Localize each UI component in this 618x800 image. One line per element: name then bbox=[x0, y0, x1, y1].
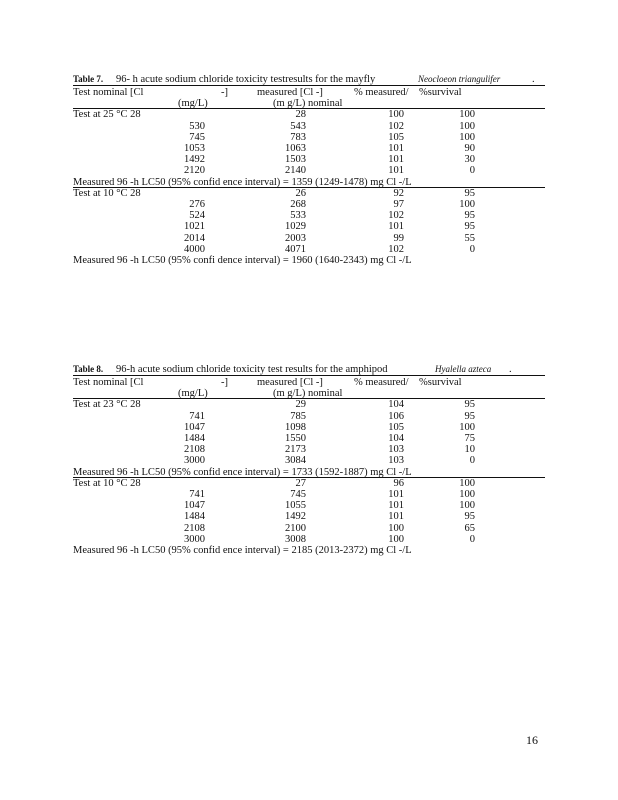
header-pct-measured: % measured/ bbox=[354, 377, 409, 388]
caption-end: . bbox=[509, 364, 512, 375]
cell-measured: 2140 bbox=[285, 165, 306, 177]
caption-rule bbox=[73, 375, 545, 376]
header-test-nominal: Test nominal [Cl bbox=[73, 377, 144, 388]
cell-survival: 0 bbox=[469, 243, 475, 255]
cell-nominal: 741 bbox=[189, 489, 205, 500]
table-row bbox=[73, 489, 545, 500]
cell-pct-measured: 102 bbox=[388, 243, 404, 255]
cell-survival: 75 bbox=[464, 433, 475, 444]
page-number: 16 bbox=[526, 733, 538, 747]
table-row bbox=[73, 210, 545, 221]
cell-nominal: 2108 bbox=[184, 444, 205, 456]
cell-nominal: 745 bbox=[189, 131, 205, 143]
table-row bbox=[73, 154, 545, 165]
table-row bbox=[73, 143, 545, 154]
lc50-row bbox=[73, 255, 545, 266]
table-row bbox=[73, 233, 545, 244]
cell-measured: 2173 bbox=[285, 444, 306, 456]
header-measured: measured [Cl -] bbox=[257, 377, 323, 388]
cell-pct-measured: 103 bbox=[388, 455, 404, 467]
table-row bbox=[73, 523, 545, 534]
cell-nominal: 2014 bbox=[184, 232, 205, 244]
cell-measured: 28 bbox=[295, 109, 306, 121]
header-pct-measured: % measured/ bbox=[354, 87, 409, 98]
header-cl-minus: -] bbox=[221, 377, 228, 388]
cell-pct-measured: 102 bbox=[388, 210, 404, 222]
cell-survival: 95 bbox=[464, 511, 475, 523]
cell-survival: 0 bbox=[469, 165, 475, 177]
table-row bbox=[73, 511, 545, 522]
cell-pct-measured: 102 bbox=[388, 120, 404, 132]
cell-nominal: 276 bbox=[189, 199, 205, 210]
header-unit-measured: (m g/L) nominal bbox=[273, 98, 343, 110]
cell-pct-measured: 101 bbox=[388, 221, 404, 233]
table-row bbox=[73, 244, 545, 255]
cell-nominal: 1484 bbox=[184, 433, 205, 444]
header-cl-minus: -] bbox=[221, 87, 228, 98]
cell-survival: 100 bbox=[459, 120, 475, 132]
cell-measured: 3084 bbox=[285, 455, 306, 467]
lc50-text: Measured 96 -h LC50 (95% confid ence interval) = 2185 (2013-2372) mg Cl -/L bbox=[73, 545, 412, 556]
table-7 bbox=[73, 74, 545, 266]
caption-label: Table 8. bbox=[73, 364, 104, 374]
cell-survival: 55 bbox=[464, 232, 475, 244]
cell-measured: 745 bbox=[290, 489, 306, 500]
cell-nominal: 1047 bbox=[184, 500, 205, 512]
table-row bbox=[73, 411, 545, 422]
cell-survival: 100 bbox=[459, 421, 475, 433]
table-row bbox=[73, 433, 545, 444]
cell-pct-measured: 105 bbox=[388, 131, 404, 143]
cell-nominal: 2120 bbox=[184, 165, 205, 177]
group-label: Test at 10 °C 28 bbox=[73, 187, 141, 199]
table-row bbox=[73, 478, 545, 489]
cell-survival: 95 bbox=[464, 221, 475, 233]
header-survival: %survival bbox=[419, 377, 462, 388]
cell-survival: 100 bbox=[459, 109, 475, 121]
header-unit-nominal: (mg/L) bbox=[178, 98, 208, 110]
cell-survival: 100 bbox=[459, 500, 475, 512]
lc50-row bbox=[73, 545, 545, 556]
cell-pct-measured: 100 bbox=[388, 533, 404, 545]
cell-measured: 1063 bbox=[285, 143, 306, 154]
cell-pct-measured: 96 bbox=[393, 477, 404, 489]
cell-nominal: 1492 bbox=[184, 154, 205, 166]
cell-nominal: 741 bbox=[189, 410, 205, 422]
lc50-text: Measured 96 -h LC50 (95% confid ence interval) = 1733 (1592-1887) mg Cl -/L bbox=[73, 466, 412, 478]
cell-measured: 3008 bbox=[285, 533, 306, 545]
cell-measured: 2003 bbox=[285, 232, 306, 244]
cell-measured: 26 bbox=[295, 187, 306, 199]
cell-pct-measured: 101 bbox=[388, 143, 404, 154]
cell-survival: 100 bbox=[459, 489, 475, 500]
cell-measured: 785 bbox=[290, 410, 306, 422]
table-row bbox=[73, 455, 545, 466]
cell-pct-measured: 99 bbox=[393, 232, 404, 244]
caption-label: Table 7. bbox=[73, 74, 104, 84]
cell-survival: 10 bbox=[464, 444, 475, 456]
cell-pct-measured: 97 bbox=[393, 199, 404, 210]
cell-survival: 95 bbox=[464, 210, 475, 222]
table-row bbox=[73, 444, 545, 455]
header-row bbox=[73, 87, 545, 98]
cell-pct-measured: 101 bbox=[388, 511, 404, 523]
cell-nominal: 1047 bbox=[184, 421, 205, 433]
table-row bbox=[73, 221, 545, 232]
cell-nominal: 4000 bbox=[184, 243, 205, 255]
cell-measured: 4071 bbox=[285, 243, 306, 255]
cell-pct-measured: 106 bbox=[388, 410, 404, 422]
cell-survival: 100 bbox=[459, 131, 475, 143]
cell-survival: 95 bbox=[464, 187, 475, 199]
caption-end: . bbox=[532, 74, 535, 85]
cell-nominal: 1021 bbox=[184, 221, 205, 233]
cell-survival: 100 bbox=[459, 199, 475, 210]
header-row bbox=[73, 377, 545, 388]
group-label: Test at 10 °C 28 bbox=[73, 477, 141, 489]
cell-survival: 100 bbox=[459, 477, 475, 489]
cell-measured: 1503 bbox=[285, 154, 306, 166]
cell-pct-measured: 105 bbox=[388, 421, 404, 433]
cell-pct-measured: 103 bbox=[388, 444, 404, 456]
table-row bbox=[73, 199, 545, 210]
cell-nominal: 1484 bbox=[184, 511, 205, 523]
cell-nominal: 2108 bbox=[184, 522, 205, 534]
cell-pct-measured: 104 bbox=[388, 399, 404, 411]
lc50-text: Measured 96 -h LC50 (95% confid ence interval) = 1359 (1249-1478) mg Cl -/L bbox=[73, 176, 412, 188]
table-row bbox=[73, 534, 545, 545]
cell-survival: 90 bbox=[464, 143, 475, 154]
cell-nominal: 530 bbox=[189, 120, 205, 132]
cell-pct-measured: 101 bbox=[388, 500, 404, 512]
cell-survival: 0 bbox=[469, 455, 475, 467]
table-row bbox=[73, 399, 545, 410]
cell-measured: 268 bbox=[290, 199, 306, 210]
cell-pct-measured: 101 bbox=[388, 165, 404, 177]
table-row bbox=[73, 165, 545, 176]
cell-survival: 30 bbox=[464, 154, 475, 166]
caption-species: Neocloeon triangulifer bbox=[418, 74, 501, 84]
group-label: Test at 23 °C 28 bbox=[73, 399, 141, 411]
cell-survival: 95 bbox=[464, 410, 475, 422]
cell-nominal: 524 bbox=[189, 210, 205, 222]
cell-nominal: 3000 bbox=[184, 455, 205, 467]
header-measured: measured [Cl -] bbox=[257, 87, 323, 98]
cell-pct-measured: 104 bbox=[388, 433, 404, 444]
cell-nominal: 3000 bbox=[184, 533, 205, 545]
caption-rule bbox=[73, 85, 545, 86]
header-test-nominal: Test nominal [Cl bbox=[73, 87, 144, 98]
group-label: Test at 25 °C 28 bbox=[73, 109, 141, 121]
cell-survival: 65 bbox=[464, 522, 475, 534]
table-row bbox=[73, 188, 545, 199]
cell-measured: 543 bbox=[290, 120, 306, 132]
cell-pct-measured: 101 bbox=[388, 154, 404, 166]
lc50-text: Measured 96 -h LC50 (95% confi dence interval) = 1960 (1640-2343) mg Cl -/L bbox=[73, 255, 412, 266]
table-row bbox=[73, 422, 545, 433]
cell-nominal: 1053 bbox=[184, 143, 205, 154]
cell-pct-measured: 101 bbox=[388, 489, 404, 500]
cell-pct-measured: 100 bbox=[388, 522, 404, 534]
table-8 bbox=[73, 364, 545, 556]
table-row bbox=[73, 121, 545, 132]
caption-text: 96-h acute sodium chloride toxicity test results for the amphipod bbox=[116, 364, 388, 375]
table-row bbox=[73, 109, 545, 120]
cell-survival: 0 bbox=[469, 533, 475, 545]
cell-measured: 1029 bbox=[285, 221, 306, 233]
header-unit-nominal: (mg/L) bbox=[178, 388, 208, 400]
cell-measured: 1492 bbox=[285, 511, 306, 523]
table-row bbox=[73, 500, 545, 511]
cell-measured: 2100 bbox=[285, 522, 306, 534]
header-survival: %survival bbox=[419, 87, 462, 98]
caption-text: 96- h acute sodium chloride toxicity testresults for the mayfly bbox=[116, 74, 376, 85]
table-row bbox=[73, 132, 545, 143]
cell-pct-measured: 92 bbox=[393, 187, 404, 199]
cell-survival: 95 bbox=[464, 399, 475, 411]
header-unit-measured: (m g/L) nominal bbox=[273, 388, 343, 400]
cell-measured: 1098 bbox=[285, 421, 306, 433]
cell-pct-measured: 100 bbox=[388, 109, 404, 121]
cell-measured: 29 bbox=[295, 399, 306, 411]
cell-measured: 27 bbox=[295, 477, 306, 489]
cell-measured: 1550 bbox=[285, 433, 306, 444]
cell-measured: 1055 bbox=[285, 500, 306, 512]
caption-species: Hyalella azteca bbox=[435, 364, 492, 374]
cell-measured: 783 bbox=[290, 131, 306, 143]
cell-measured: 533 bbox=[290, 210, 306, 222]
